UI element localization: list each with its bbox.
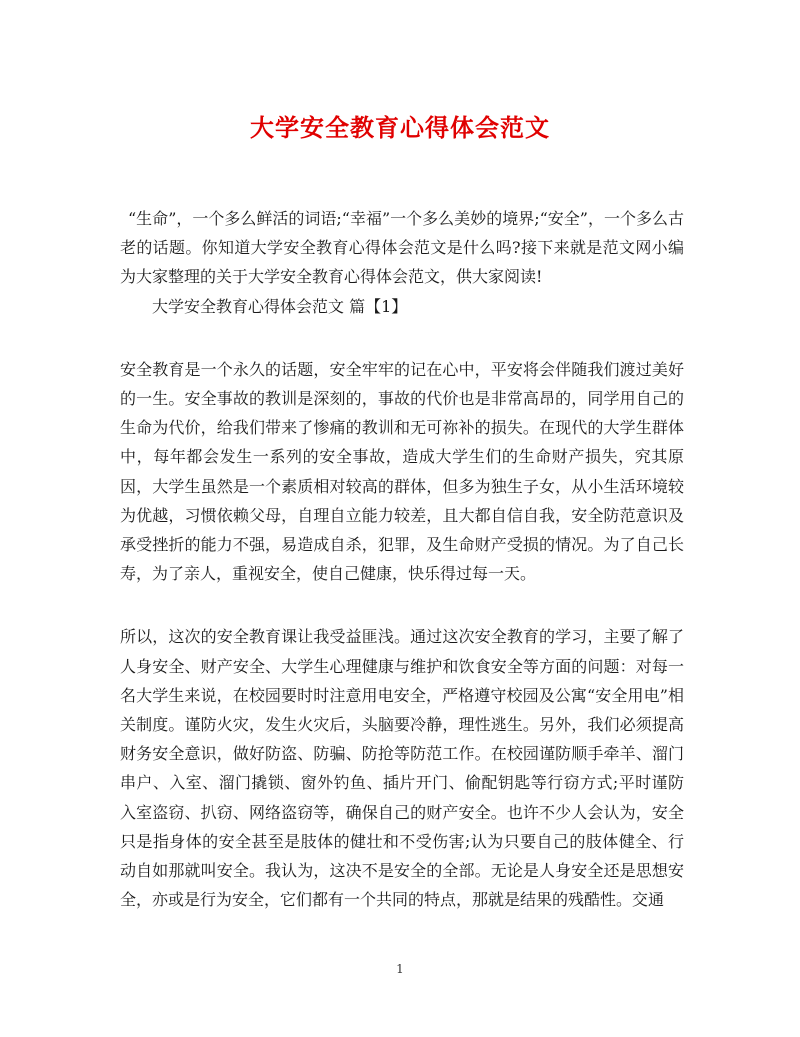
paragraph-spacer bbox=[120, 588, 684, 622]
body-paragraph-1: 安全教育是一个永久的话题，安全牢牢的记在心中，平安将会伴随我们渡过美好的一生。安全事故的教训是深刻的，事故的代价也是非常高昂的，同学用自己的生命为代价，给我们带来了惨痛的教训和无可祢补的损失。在现代的大学生群体中，每年都会发生一系列的安全事故，造成大学生们的生命财产损失，究其原因，大学生虽然是一个素质相对较高的群体，但多为独生子女，从小生活环境较为优越，习惯依赖父母，自理自立能力较差，且大都自信自我，安全防范意识及承受挫折的能力不强，易造成自杀，犯罪，及生命财产受损的情况。为了自己长寿，为了亲人，重视安全，使自己健康，快乐得过每一天。 bbox=[120, 359, 684, 584]
document-body bbox=[120, 204, 684, 914]
body-paragraph-2: 所以，这次的安全教育课让我受益匪浅。通过这次安全教育的学习，主要了解了人身安全、财产安全、大学生心理健康与维护和饮食安全等方面的问题：对每一名大学生来说，在校园要时时注意用电安全，严格遵守校园及公寓“安全用电”相关制度。谨防火灾，发生火灾后，头脑要冷静，理性逃生。另外，我们必须提高财务安全意识，做好防盗、防骗、防抢等防范工作。在校园谨防顺手牵羊、溜门串户、入室、溜门撬锁、窗外钓鱼、插片开门、偷配钥匙等行窃方式;平时谨防入室盗窃、扒窃、网络盗窃等，确保自己的财产安全。也许不少人会认为，安全只是指身体的安全甚至是肢体的健壮和不受伤害;认为只要自己的肢体健全、行动自如那就叫安全。我认为，这决不是安全的全部。无论是人身安全还是思想安全，亦或是行为安全，它们都有一个共同的特点，那就是结果的残酷性。交通 bbox=[120, 627, 684, 910]
section-heading: 大学安全教育心得体会范文 篇【1】 bbox=[152, 296, 408, 316]
document-title: 大学安全教育心得体会范文 bbox=[250, 113, 550, 142]
page-number: 1 bbox=[396, 962, 404, 976]
paragraph-spacer bbox=[120, 321, 684, 355]
intro-paragraph: “生命”，一个多么鲜活的词语;“幸福”一个多么美妙的境界;“安全”，一个多么古老的话题。你知道大学安全教育心得体会范文是什么吗?接下来就是范文网小编为大家整理的关于大学安全教育心得体会范文，供大家阅读! bbox=[120, 209, 684, 287]
